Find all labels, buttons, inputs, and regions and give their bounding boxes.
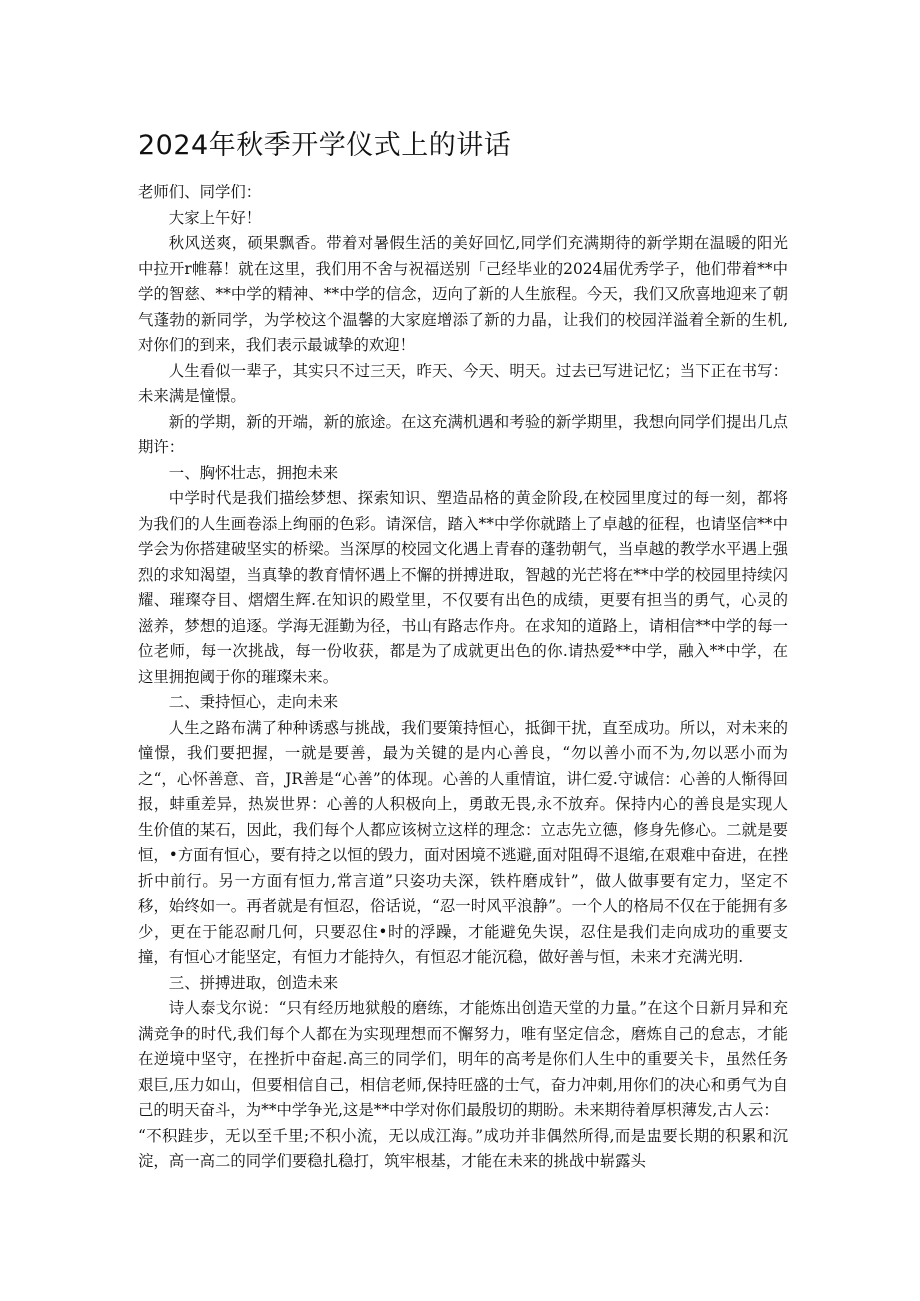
salutation: 老师们、同学们： — [138, 183, 262, 201]
section-heading-1: 一、胸怀壮志，拥抱未来 — [168, 463, 339, 482]
section-2-paragraph: 人生之路布满了种种诱惑与挑战，我们要策持恒心，抵御干扰，直至成功。所以，对未来的憧憬，我们要把握，一就是要善，最为关键的是内心善良，“勿以善小而不为,勿以恶小而为之“，心怀善意、音，JR善是“心善”的体现。心善的人重情谊，讲仁爱.守诚信：心善的人惭得回报，蚌重差异，热炭世界：心善的人积极向上，勇敢无畏,永不放弃。保持内心的善良是实现人生价值的某石，因此，我们每个人都应该树立这样的理念：立志先立德，修身先修心。二就是要恒，•方面有恒心，要有持之以恒的毁力，面对困境不逃避,面对阻碍不退缩,在艰难中奋进，在挫折中前行。另一方面有恒力,常言道”只姿功夫深，铁杵磨成针”，做人做事要有定力，坚定不移，始终如一。再者就是有恒忍，俗话说，“忍一时风平浪静”。一个人的格局不仅在于能拥有多少，更在于能忍耐几何，只要忍住•时的浮躁，才能避免失误，忍住是我们走向成功的重要支撞，有恒心才能坚定，有恒力才能持久，有恒忍才能沉稳，做好善与恒，未来才充满光明. — [138, 718, 788, 966]
expectation-paragraph: 新的学期，新的开端，新的旅途。在这充满机遇和考验的新学期里，我想向同学们提出几点期许： — [138, 412, 788, 456]
section-heading-2: 二、秉持恒心，走向未来 — [168, 693, 339, 711]
speech-body — [138, 180, 788, 1175]
page-title: 2024年秋季开学仪式上的讲话 — [138, 130, 512, 161]
intro-paragraph: 秋风送爽，硕果飘香。带着对暑假生活的美好回忆,同学们充满期待的新学期在温暖的阳光中拉开r帷幕！就在这里，我们用不舍与祝福送别「己经毕业的2024届优秀学子，他们带着**中学的智慈、**中学的精神、**中学的信念，迈向了新的人生旅程。今天，我们又欣喜地迎来了朝气蓬勃的新同学，为学校这个温馨的大家庭增添了新的力晶，让我们的校园洋溢着全新的生机,对你们的到来，我们表示最诚挚的欢迎！ — [138, 234, 788, 354]
section-heading-3: 三、拼搏进取，创造未来 — [168, 973, 339, 992]
life-paragraph: 人生看似一辈子，其实只不过三天，昨天、今天、明天。过去已写进记忆；当下正在书写：未来满是憧憬。 — [138, 361, 788, 405]
quote-paragraph: “不积跬步，无以至千里;不积小流，无以成江海。”成功并非偶然所得,而是盅要长期的积累和沉淀，高一高二的同学们要稳扎稳打，筑牢根基，才能在未来的挑战中崭露头 — [138, 1126, 788, 1170]
section-3-paragraph: 诗人泰戈尔说：“只有经历地狱般的磨练，才能炼出创造天堂的力量。”在这个日新月异和充满竞争的时代,我们每个人都在为实现理想而不懈努力，唯有坚定信念，磨炼自己的怠志，才能在逆境中坚守，在挫折中奋起.高三的同学们，明年的高考是你们人生中的重要关卡，虽然任务艰巨,压力如山，但要相信自己，相信老师,保持旺盛的士气，奋力冲刺,用你们的决心和勇气为自己的明天奋斗，为**中学争光,这是**中学对你们最殷切的期盼。未来期待着厚枳薄发,古人云： — [138, 999, 788, 1119]
section-1-paragraph: 中学时代是我们描绘梦想、探索知识、塑造品格的黄金阶段,在校园里度过的每一刻，都将为我们的人生画卷添上绚丽的色彩。请深信，踏入**中学你就踏上了卓越的征程，也请坚信**中学会为你搭建破坚实的桥梁。当深厚的校园文化遇上青春的蓬勃朝气，当卓越的教学水平遇上强烈的求知渴望，当真挚的教育情怀遇上不懈的拼搏进取，智越的光芒将在**中学的校园里持续闪耀、璀璨夺目、熠熠生辉.在知识的殿堂里，不仅要有出色的成绩，更要有担当的勇气，心灵的滋养，梦想的追逐。学海无涯勤为径，书山有路志作舟。在求知的道路上，请相信**中学的每一位老师，每一次挑战，每一份收获，都是为了成就更出色的你.请热爱**中学，融入**中学，在这里拥抱阈于你的璀璨未来。 — [138, 489, 788, 686]
greeting-paragraph: 大家上午好！ — [168, 208, 262, 227]
